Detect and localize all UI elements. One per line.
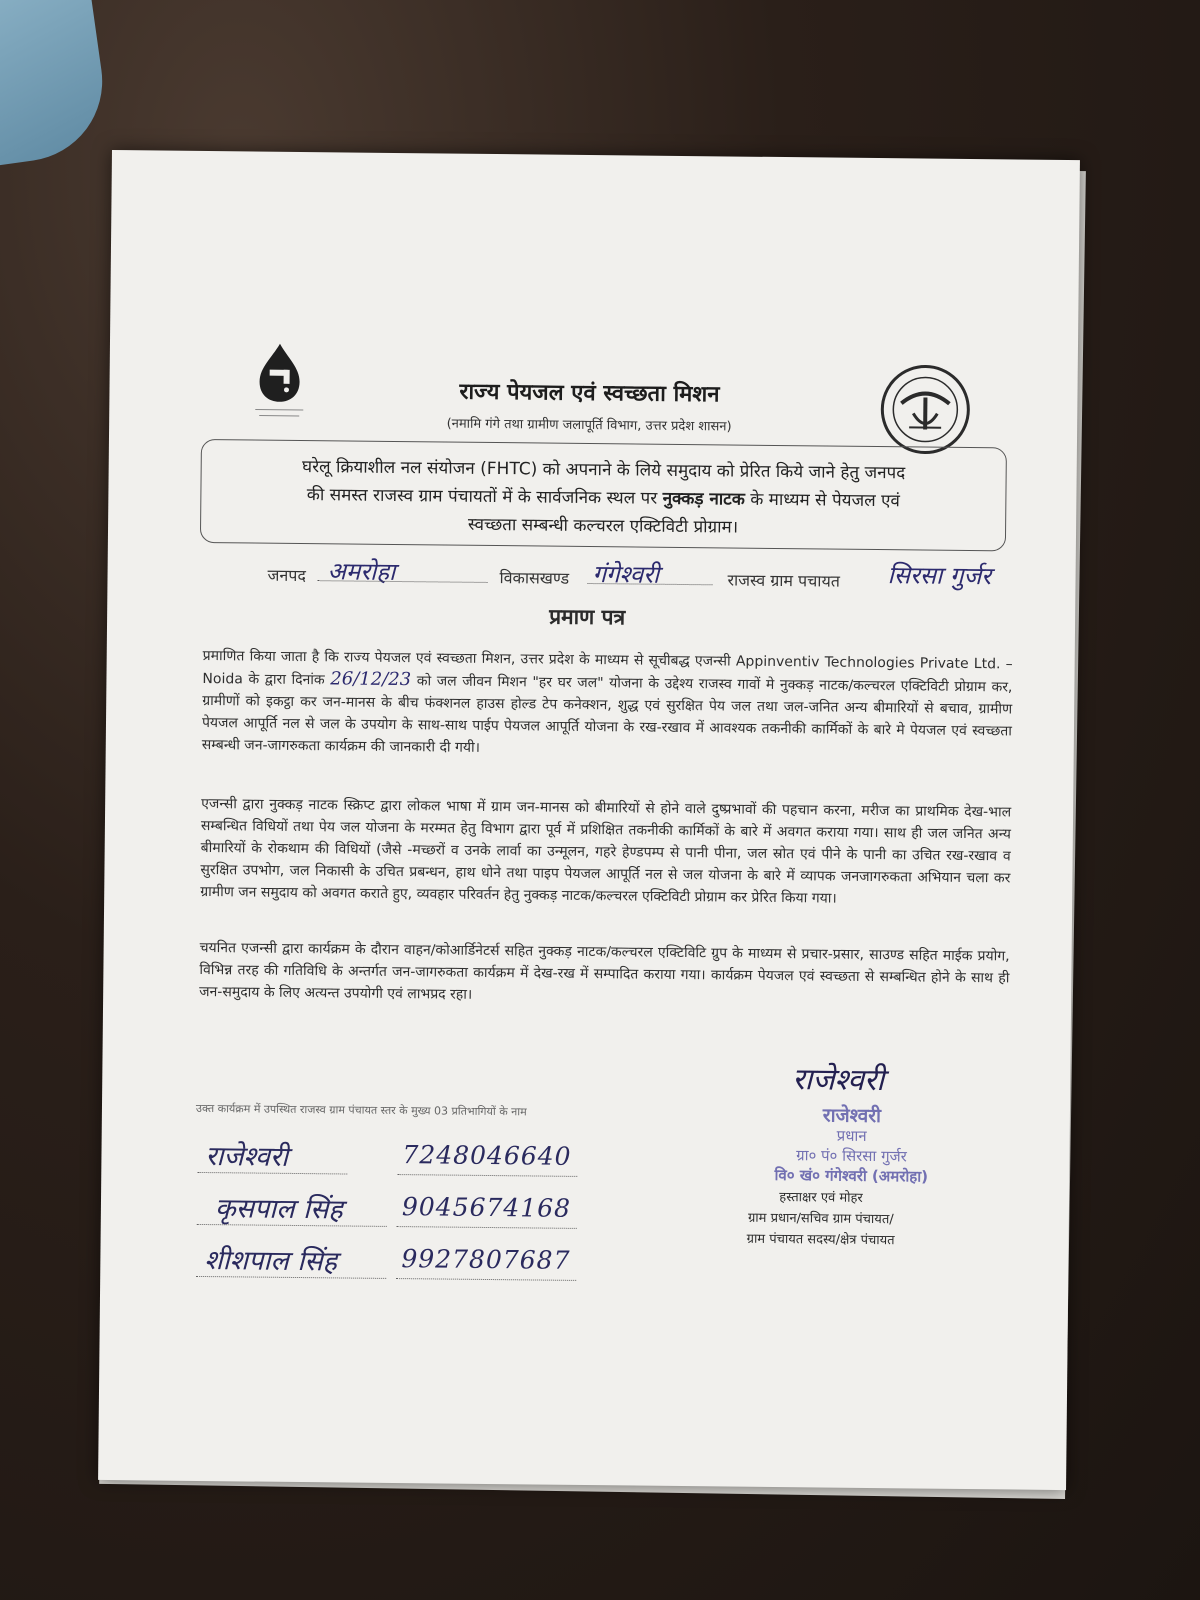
signature-caption [701,1186,942,1252]
member-name: कृसपाल सिंह [214,1193,343,1226]
program-line-3: स्वच्छता सम्बन्धी कल्चरल एक्टिविटी प्रोग्राम। [467,514,739,538]
member-name: राजेश्वरी [205,1141,289,1173]
program-line-2a: की समस्त राजस्व ग्राम पंचायतों में के सार्वजनिक स्थल पर [306,485,663,509]
district-label: जनपद [267,565,306,586]
signature-caption-1: हस्ताक्षर एवं मोहर [779,1190,863,1206]
member-name: शीशपाल सिंह [204,1245,338,1278]
member-phone-underline [396,1278,576,1281]
paragraph-1-b: को जल जीवन मिशन "हर घर जल" योजना के उद्देश्य राजस्व गावों मे नुक्कड़ नाटक/कल्चरल एक्टिविटी प्रोग्राम कर, ग्रामीणों को इकट्ठा कर जन-मानस के बीच फंक्शनल हाउस होल्ड टेप कनेक्शन, शुद्ध एवं सुरक्षित पेय जल तथा जल-जनित अन्य बीमारियों से बचाव, ग्रामीण पेयजल आपूर्ति नल से जल के उपयोग के साथ-साथ पाईप पेयजल आपूर्ति योजना के रख-रखाव में आवश्यक तकनीकी कार्मिकों के बारे मे पेयजल एवं स्वच्छता सम्बन्धी जन-जागरुकता कार्यक्रम की जानकारी दी गयी। [201,673,1013,756]
member-phone-underline [397,1174,577,1177]
document-page [98,150,1080,1490]
block-value: गंगेश्वरी [592,560,660,589]
program-description-box [200,439,1007,551]
member-phone: 9045674168 [401,1192,572,1223]
org-subtitle: (नमामि गंगे तथा ग्रामीण जलापूर्ति विभाग, उत्तर प्रदेश शासन) [446,416,732,435]
member-name-underline [197,1224,387,1227]
water-mission-logo [249,339,310,420]
program-date: 26/12/23 [330,668,412,691]
member-row [197,1188,617,1236]
certificate-title: प्रमाण पत्र [549,604,626,630]
program-line-2-bold: नुक्कड़ नाटक [662,488,745,510]
block-label: विकासखण्ड [499,568,570,588]
member-phone: 7248046640 [402,1140,572,1171]
org-title: राज्य पेयजल एवं स्वच्छता मिशन [459,379,720,408]
district-value: अमरोहा [327,557,396,586]
official-stamp [741,1105,962,1187]
member-row [196,1240,616,1288]
member-row [197,1136,617,1184]
stamp-designation: प्रधान [836,1126,867,1145]
stamp-name: राजेश्वरी [822,1104,882,1128]
member-phone: 9927807687 [401,1244,571,1275]
stamp-panchayat: ग्रा० पं० सिरसा गुर्जर [796,1146,907,1166]
member-phone-underline [397,1226,577,1229]
program-line-2b: के माध्यम से पेयजल एवं [744,489,901,512]
signature-caption-2: ग्राम प्रधान/सचिव ग्राम पंचायत/ [747,1210,894,1228]
paragraph-2: एजन्सी द्वारा नुक्कड़ नाटक स्क्रिप्ट द्वारा लोकल भाषा में ग्राम जन-मानस को बीमारियों से होने वाले दुष्प्रभावों की पहचान करना, मरीज का प्राथमिक देख-भाल सम्बन्धित विधियों तथा पेय जल योजना के मरम्मत हेतु विभाग द्वारा पूर्व में प्रशिक्षित तकनीकी कार्मिकों के बारे में अवगत कराया गया। साथ ही जल जनित अन्य बीमारियों के रोकथाम की विधियों (जैसे -मच्छरों व उनके लार्वा का उन्मूलन, गहरे हेण्डपम्प से पानी पीना, जल स्रोत एवं पीने के पानी का उचित रख-रखाव व सुरक्षित उपभोग, जल निकासी के उचित प्रबन्धन, हाथ धोने तथा पाइप पेयजल आपूर्ति नल से जल योजना के बारे में व्यापक जनजागरुकता अभियान चला कर ग्रामीण जन समुदाय को अवगत कराते हुए, व्यवहार परिवर्तन हेतु नुक्कड़ नाटक/कल्चरल एक्टिविटी प्रोग्राम कर प्रेरित किया गया। [200,795,1012,907]
paragraph-1-a: प्रमाणित किया जाता है कि राज्य पेयजल एवं स्वच्छता मिशन, उत्तर प्रदेश के माध्यम से सूचीबद्ध एजन्सी Appinventiv Technologies Private Ltd. – Noida के द्वारा दिनांक [202,647,1013,689]
member-name-underline [196,1276,386,1279]
state-emblem-logo [879,363,972,456]
paragraph-1 [202,645,1013,764]
panchayat-value: सिरसा गुर्जर [887,561,992,591]
program-line-1: घरेलू क्रियाशील नल संयोजन (FHTC) को अपनाने के लिये समुदाय को प्रेरित किये जाने हेतु जनपद [301,457,906,484]
stamp-block: वि० खं० गंगेश्वरी (अमरोहा) [774,1165,929,1186]
members-note: उक्त कार्यक्रम में उपस्थित राजस्व ग्राम पंचायत स्तर के मुख्य 03 प्रतिभागियों के नाम [195,1101,527,1119]
handwritten-signature: राजेश्वरी [792,1062,885,1099]
members-list [196,1136,618,1290]
paragraph-3: चयनित एजन्सी द्वारा कार्यक्रम के दौरान वाहन/कोआर्डिनेटर्स सहित नुक्कड़ नाटक/कल्चरल एक्टिविटि ग्रुप के माध्यम से प्रचार-प्रसार, साउण्ड सहित माईक प्रयोग, विभिन्न तरह की गतिविधि के अन्तर्गत जन-जागरुकता कार्यक्रम में देख-रख में सम्पादित कराया गया। कार्यक्रम पेयजल एवं स्वच्छता से सम्बन्धित होने के साथ ही जन-समुदाय के लिए अत्यन्त उपयोगी एवं लाभप्रद रहा। [199,939,1010,1003]
signature-caption-3: ग्राम पंचायत सदस्य/क्षेत्र पंचायत [746,1231,895,1249]
panchayat-label: राजस्व ग्राम पचायत [727,570,841,591]
location-fields-row [257,554,1077,603]
member-name-underline [197,1172,347,1175]
